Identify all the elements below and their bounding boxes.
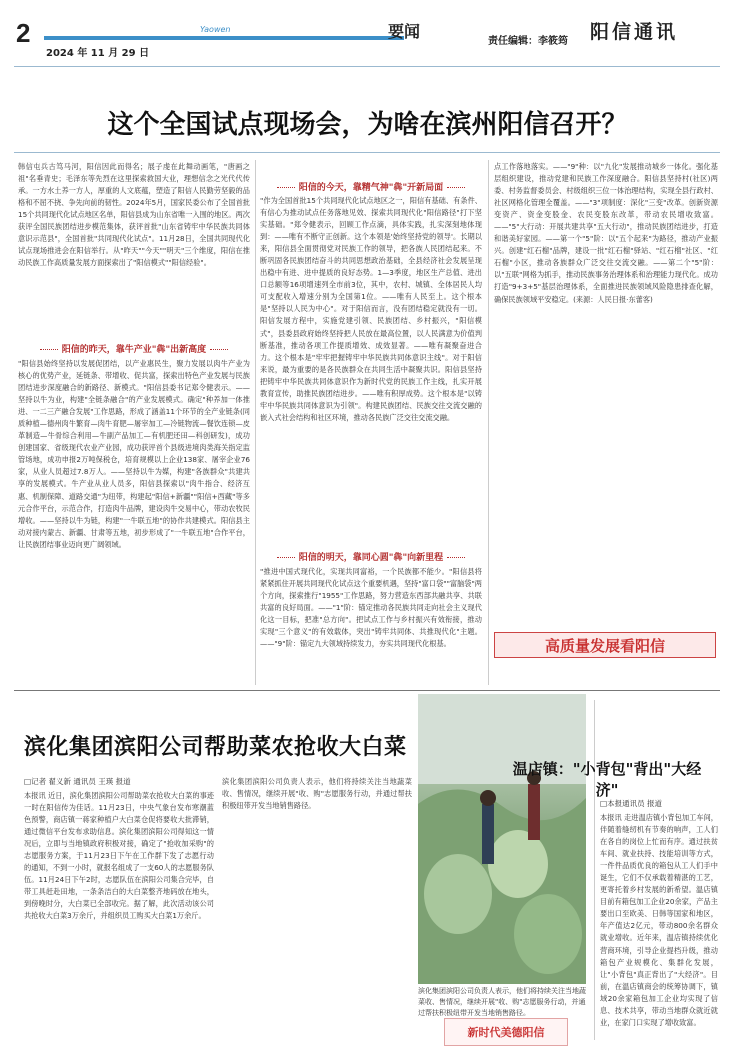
headline-divider <box>14 152 720 153</box>
right-column-text: 点工作落地落实。——"9"种：以"九化"发展推动城乡一体化。强化基层组织建设，推动党建和民族工作深度融合。阳信县坚持村(社区)两委、村务监督委员会、村级组织三位一体治理结构，实现全县行政村、社区网格化管理全覆盖。——"3"项制度：深化"三变"改革。创新资源变资产、资金变股金、农民变股东改革，带动农民增收致富。——"5"大行动：开展共建共享"五大行动"，推动民族团结进步，打造和谐美好家园。——第一个"5"阶：以"五个起来"为路径，推动产业振兴。创建"红石榴"品牌，建设一批"红石榴"驿站、"红石榴"社区、"红石榴"小区，推动各族群众广泛交往交流交融。——第二个"5"阶：以"五联"网格为抓手，推动民族事务治理体系和治理能力现代化。成功打造"9+3+5"基层治理体系，全面推进民族领域风险隐患排查化解，确保民族领域平安稳定。(来源：人民日报·东蕾客) <box>494 162 718 304</box>
photo-illustration <box>418 694 586 984</box>
section-divider <box>14 690 720 691</box>
editor-credit: 责任编辑：李筱筠 <box>488 36 568 47</box>
col2-lead-text <box>260 161 482 173</box>
header-bar <box>44 36 404 40</box>
story2-text: 本报讯 近日，滨化集团滨阳公司帮助菜农抢收大白菜的事迹一时在阳信传为佳话。11月23日，中央气象台发布寒潮蓝色预警，商店镇一蒋家种植户大白菜仓促将要收大批滞销，通过微信平台发布求助信息。滨化集团滨阳公司得知这一情况后，立即与当地镇政府积极对接，确定了"抢收加采购"的志愿服务方案，于11月23日下午在工作群下发了志愿行动的通知，不到一小时，就报名组成了一支60人的志愿服务队伍。11月24日下午2时，志愿队伍在滨阳公司集合完毕，自带工具赶赴田地，一条条洁白的大白菜整齐地码放在地头，到傍晚时分，大白菜已全部收完。据了解，此次活动该公司共抢收大白菜3万余斤，并组织员工购买大白菜1万余斤。 <box>24 791 214 921</box>
column-divider <box>488 160 489 685</box>
subhead-tomorrow-text: 阳信的明天，靠同心圆"犇"向新里程 <box>298 553 444 563</box>
paper-logo: 阳信通讯 <box>590 21 679 43</box>
story3-byline: □本报通讯员 报道 <box>600 799 662 808</box>
promo-banner: 高质量发展看阳信 <box>494 632 716 658</box>
lead-headline: 这个全国试点现场会，为啥在滨州阳信召开？ <box>107 110 628 140</box>
section-english: Yaowen <box>200 25 231 34</box>
column-divider <box>594 700 595 1040</box>
subhead-yesterday-text: 阳信的昨天，靠牛产业"犇"出新高度 <box>61 345 207 355</box>
lead-intro: 韩信屯兵古笃马河，阳信因此而得名；展子虔在此舞动画笔，"唐画之祖"名垂青史；毛泽东等先烈在这里探索救国大业，理想信念之光代代传承。一方水土养一方人，厚重的人文底蕴，塑造了阳信人民勤劳坚毅的品格和不屈不挠、争先向前的韧性。2024年5月，国家民委公布了全国首批15个共同现代化试点地区名单，阳信县成为山东省唯一入围的地区。两次获评全国民族团结进步模范集体，获评首批"山东省铸牢中华民族共同体意识示范县"，全国首批"共同现代化试点"。11月28日，全国共同现代化试点现场推进会在阳信举行。从"昨天""今天""明天"三个维度，阳信在推动民族工作高质量发展方面探索出了"阳信模式""阳信经验"。 <box>18 162 250 268</box>
photo-caption: 滨化集团滨阳公司负责人表示，他们将持续关注当地蔬菜收、售情况，继续开展"收、购"志愿服务行动，并通过帮扶积极纽带开发当地销售路径。 <box>418 987 586 1017</box>
lead-section-1: "阳信县始终坚持以发展促团结，以产业惠民生，聚力发展以肉牛产业为核心的优势产业，延链条、带增收、促共富，探索出特色产业发展与民族团结进步深度融合的新路径、新模式。"阳信县委书记郑令健表示。——坚持以牛为业，构建"全链条融合"的产业发展模式。确定"种养加一体推进、一二三产融合发展"工作思路，形成了涵盖11个环节的全产业链条(同质种植—德州肉牛繁育—肉牛育肥—屠宰加工—冷链物流—餐饮连锁—皮革制造—牛骨综合利用—牛副产品加工—有机肥还田—科创研发)，成功创建国家、省级现代农业产业园，成功获评首个县级进境肉类海关指定监管场地，成功申报2万吨保税仓，培育规模以上企业138家、屠宰企业76家，从业人员超过7.8万人。——坚持以牛为媒，构建"各族群众"共建共享的发展模式。牛产业从业人员多，阳信县探索以"肉牛指合、经济互惠、机制保障、道路交通"为纽带，构建起"阳信+新疆""阳信+西藏"等多元合作平台，示范合作，打造肉牛品牌，建设肉牛交易中心，带动农牧民增收。——坚持以牛为链，构建"一牛联五地"的协作共建模式。阳信县主动对接内蒙古、新疆、甘肃等五地，初步形成了"一牛联五地"合作平台，让民族团结事业迈向更广阔领域。 <box>18 359 250 549</box>
story3-text: 本报讯 走进温店镇小背包加工车间，伴随着缝纫机有节奏的响声，工人们在各自的岗位上忙而有序。通过扶贫车间、就业扶持、技能培训等方式，一件件品质优良的箱包从工人们手中诞生，它们不仅承载着精湛的工艺，更寄托着乡村发展的新希望。温店镇目前有箱包加工企业20余家，产品主要出口至欧美、日韩等国家和地区，年产值达2亿元，带动800余名群众就业增收。近年来，温店镇持续优化营商环境，引导企业提档升级，推动箱包产业规模化、集群化发展，让"小背包"真正背出了"大经济"。目前，在温店镇商会的统筹协调下，镇域20余家箱包加工企业均实现了信息、技术共享，带动当地群众就近就业，在家门口实现了增收致富。 <box>600 813 718 1027</box>
page-number: 2 <box>16 18 31 48</box>
column-divider <box>255 160 256 685</box>
subhead-yesterday <box>18 342 250 355</box>
header-divider <box>14 66 720 67</box>
lead-section-3: "推进中国式现代化，实现共同富裕，一个民族都不能少。"阳信县将紧紧抓住开展共同现代化试点这个重要机遇，坚持"富口袋""富脑袋"两个方向，探索推行"1955"工作思路，努力营造东西部共融共享、共联共富的良好局面。——"1"阶：锚定推动各民族共同走向社会主义现代化这一目标，把准"总方向"。把试点工作与乡村振兴有效衔接，推动实现"三个意义"的有效载体，突出"铸牢共同体、共推现代化"主题。——"9"阶：锚定九大领域持续发力，夯实共同现代化根基。 <box>260 567 482 649</box>
ad-box: 新时代美德阳信 <box>444 1018 568 1046</box>
story2-byline: □记者 翟义新 通讯员 王瑛 报道 <box>24 777 131 786</box>
news-photo <box>418 694 586 984</box>
story2-text-continued: 滨化集团滨阳公司负责人表示，他们将持续关注当地蔬菜收、售情况，继续开展"收、购"志愿服务行动，并通过帮扶积极纽带开发当地销售路径。 <box>222 777 412 811</box>
lead-section-2: "作为全国首批15个共同现代化试点地区之一，阳信有基础、有条件、有信心为推动试点任务落地见效、探索共同现代化"阳信路径"打下坚实基础。"郑令健表示，回顾工作点滴，具体实践，扎实深刻地体现到：——唯有不断守正创新。这个本领是'始终坚持党的领导'。长期以来，阳信县全面贯彻党对民族工作的领导，把各族人民团结起来。不断巩固各民族团结奋斗的共同思想政治基础，全县经济社会发展呈现出稳中有进、进中提质的良好态势。1—3季度，地区生产总值、进出口总额等16项增速列全市前3位，其中，农村、城镇、全体居民人均可支配收入增速分别为全国第1位。——唯有人民至上。这个根本是"坚持以人民为中心"。对于阳信而言，没有团结稳定就没有一切。阳信发展方程中，实施党建引领、民族团结、乡村振兴，"阳信模式"，县委县政府始终坚持把人民放在最高位置，以人民满意为价值判断基准，推动各项工作提质增效、成效显著。——唯有凝聚奋进合力。这个根本是"牢牢把握铸牢中华民族共同体意识主线"。对于阳信来说，最为重要的是各民族群众在共同生活中凝聚共识。阳信县坚持把铸牢中华民族共同体意识作为新时代党的民族工作主线，扎实开展教育宣传，助推民族团结进步。——唯有积厚成势。这个根本是"以铸牢中华民族共同体意识为引领"。构建民族团结、民族交往交流交融的嵌入式社会结构和社区环境，推动各民族广泛交往交流交融。 <box>260 196 482 422</box>
section-title: 要闻 <box>388 22 421 41</box>
subhead-tomorrow <box>260 550 482 563</box>
story2-headline: 滨化集团滨阳公司帮助菜农抢收大白菜 <box>24 735 407 760</box>
subhead-today <box>260 180 482 193</box>
issue-date: 2024 年 11 月 29 日 <box>46 48 150 59</box>
story3-headline: 温店镇："小背包"背出"大经济" <box>512 760 702 799</box>
subhead-today-text: 阳信的今天，靠精气神"犇"开新局面 <box>298 183 444 193</box>
